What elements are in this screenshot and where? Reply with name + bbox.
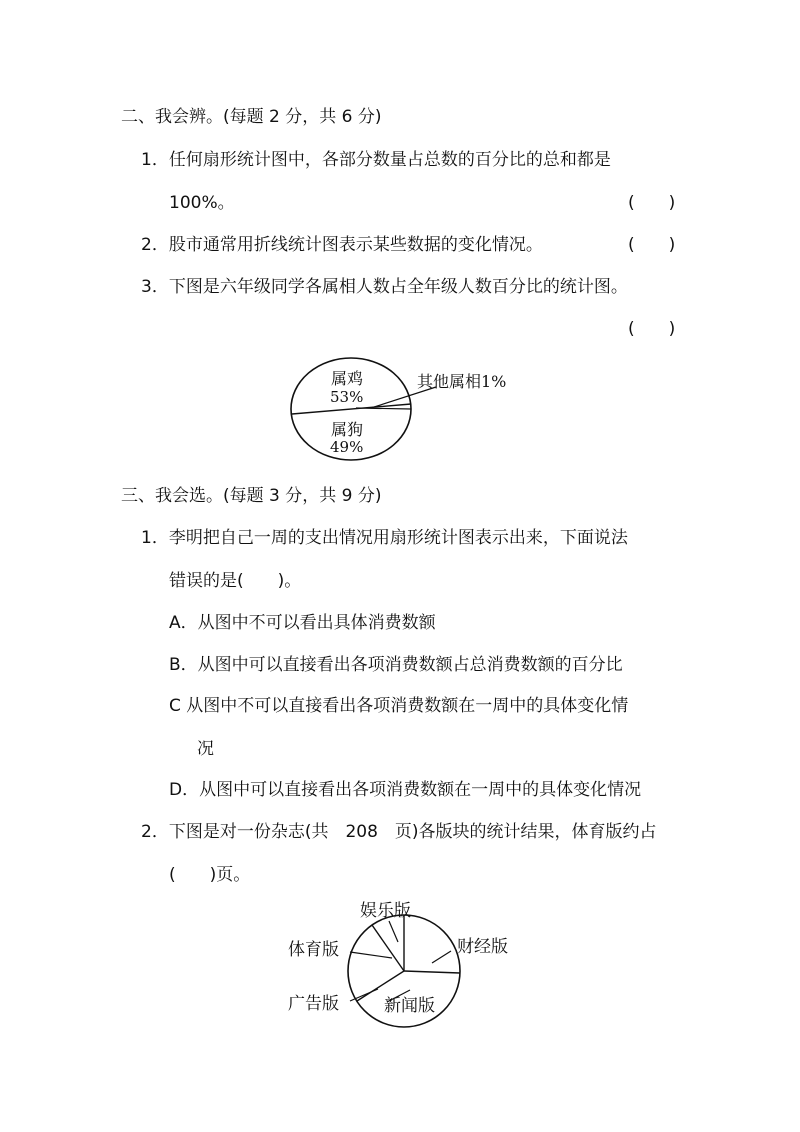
- section2-heading: 二、我会辨。(每题 2 分，共 6 分): [121, 107, 382, 127]
- magazine-leader-entertainment: [389, 921, 398, 942]
- magazine-pie-chart: [288, 901, 508, 1027]
- zodiac-pie-chart: [291, 358, 506, 460]
- zodiac-bottom-value: 49%: [330, 438, 364, 456]
- section3-q2-line2: ( )页。: [169, 865, 251, 885]
- section3-q1-line2: 错误的是( )。: [169, 571, 302, 591]
- zodiac-callout-label: 其他属相1%: [417, 372, 507, 391]
- zodiac-top-value: 53%: [330, 388, 364, 406]
- section3-heading: 三、我会选。(每题 3 分，共 9 分): [121, 486, 382, 506]
- section3-option-c-line2: 况: [197, 739, 214, 759]
- section3-option-a: A．从图中不可以看出具体消费数额: [169, 613, 436, 633]
- section2-q2: 2．股市通常用折线统计图表示某些数据的变化情况。: [141, 235, 543, 255]
- section3-q1-line1: 1．李明把自己一周的支出情况用扇形统计图表示出来，下面说法: [141, 528, 628, 548]
- section3-option-c-line1: C 从图中不可以直接看出各项消费数额在一周中的具体变化情: [169, 696, 629, 716]
- section3-option-d: D．从图中可以直接看出各项消费数额在一周中的具体变化情况: [169, 780, 642, 800]
- section2-q1-answer-blank[interactable]: ( ): [628, 193, 676, 213]
- magazine-leader-sports: [350, 952, 392, 958]
- magazine-label-advertising: 广告版: [288, 994, 339, 1014]
- section2-q3: 3．下图是六年级同学各属相人数占全年级人数百分比的统计图。: [141, 277, 628, 297]
- zodiac-top-label: 属鸡: [331, 369, 364, 388]
- section3-q2-line1: 2．下图是对一份杂志(共 208 页)各版块的统计结果，体育版约占: [141, 822, 657, 842]
- section2-q3-answer-blank[interactable]: ( ): [628, 319, 676, 339]
- magazine-label-news: 新闻版: [384, 996, 435, 1016]
- zodiac-pie-sliver-edge: [356, 408, 411, 409]
- section3-option-b: B．从图中可以直接看出各项消费数额占总消费数额的百分比: [169, 655, 623, 675]
- magazine-radius-left: [372, 925, 404, 971]
- section2-q2-answer-blank[interactable]: ( ): [628, 235, 676, 255]
- magazine-label-entertainment: 娱乐版: [360, 901, 411, 921]
- section2-q1-line1: 1．任何扇形统计图中，各部分数量占总数的百分比的总和都是: [141, 150, 611, 170]
- zodiac-bottom-label: 属狗: [331, 420, 364, 439]
- magazine-label-finance: 财经版: [457, 937, 508, 957]
- section2-q1-line2: 100%。: [169, 193, 235, 213]
- magazine-label-sports: 体育版: [288, 940, 339, 960]
- magazine-leader-finance: [432, 951, 451, 963]
- magazine-radius-right: [404, 971, 460, 973]
